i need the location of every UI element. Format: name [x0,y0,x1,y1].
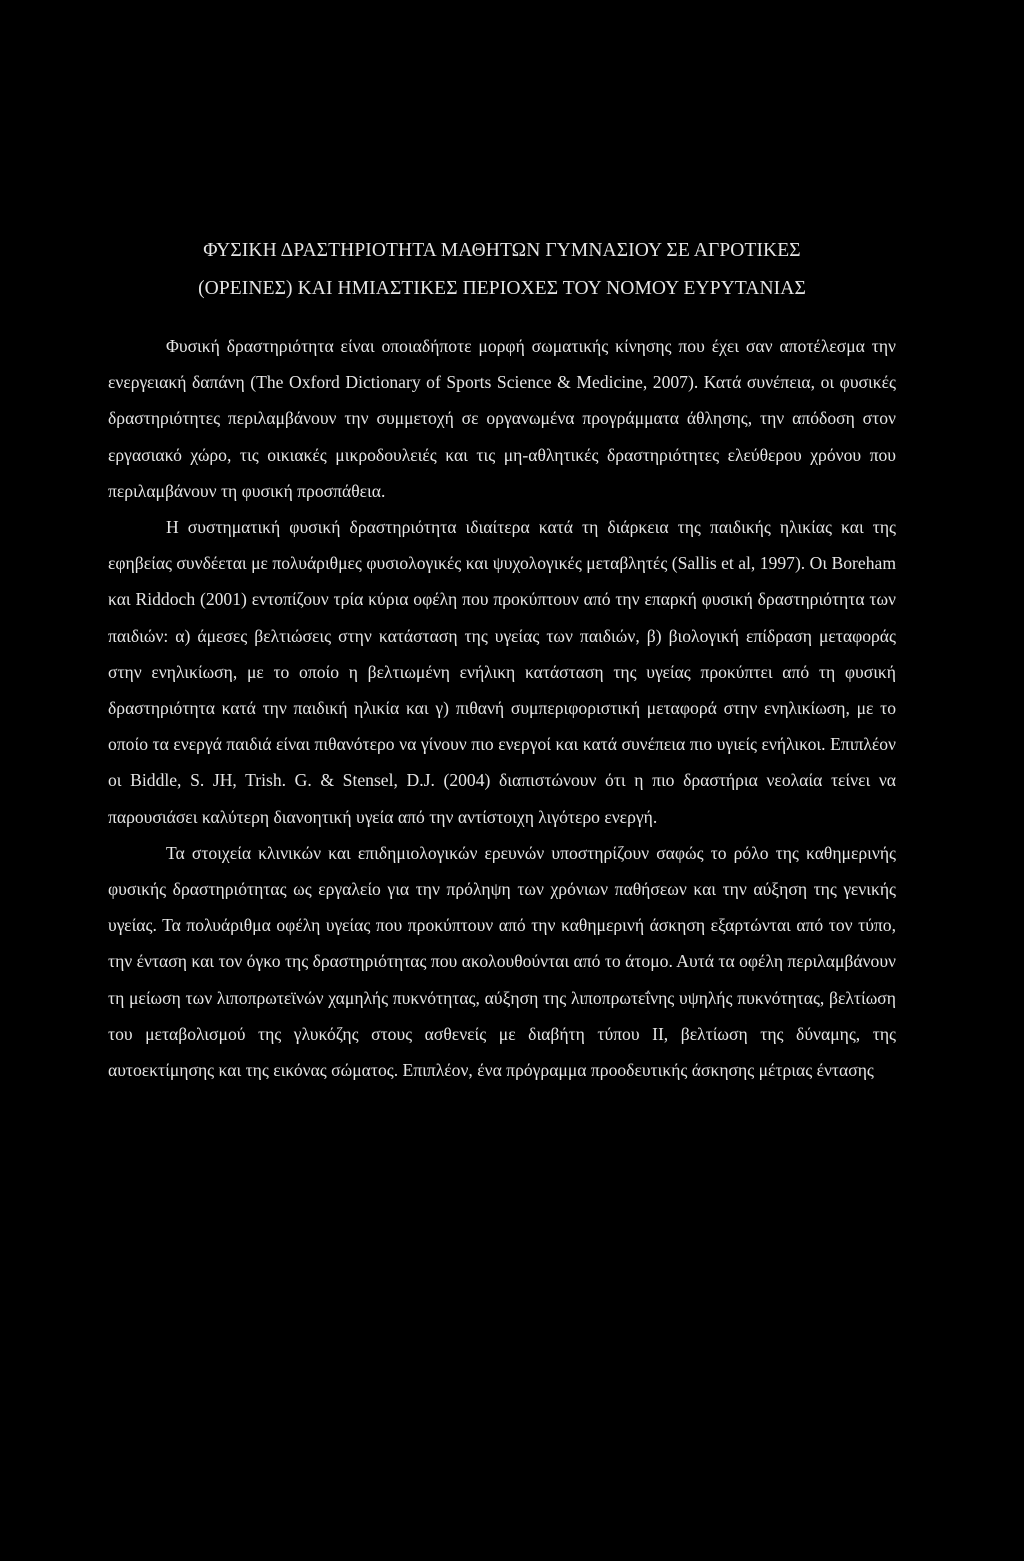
paragraph-1: Φυσική δραστηριότητα είναι οποιαδήποτε μορφή σωματικής κίνησης που έχει σαν αποτέλεσμα την ενεργειακή δαπάνη (The Oxford Dictionary of Sports Science & Medicine, 2007). Κατά συνέπεια, οι φυσικές δραστηριότητες περιλαμβάνουν την συμμετοχή σε οργανωμένα προγράμματα άθλησης, την απόδοση στον εργασιακό χώρο, τις οικιακές μικροδουλειές και τις μη-αθλητικές δραστηριότητες ελεύθερου χρόνου που περιλαμβάνουν τη φυσική προσπάθεια. [108,336,896,501]
paragraph-3: Τα στοιχεία κλινικών και επιδημιολογικών ερευνών υποστηρίζουν σαφώς το ρόλο της καθημερινής φυσικής δραστηριότητας ως εργαλείο για την πρόληψη των χρόνιων παθήσεων και την αύξηση της γενικής υγείας. Τα πολυάριθμα οφέλη υγείας που προκύπτουν από την καθημερινή άσκηση εξαρτώνται από τον τύπο, την ένταση και τον όγκο της δραστηριότητας που ακολουθούνται από το άτομο. Αυτά τα οφέλη περιλαμβάνουν τη μείωση των λιποπρωτεϊνών χαμηλής πυκνότητας, αύξηση της λιποπρωτεΐνης υψηλής πυκνότητας, βελτίωση του μεταβολισμού της γλυκόζης στους ασθενείς με διαβήτη τύπου ΙΙ, βελτίωση της δύναμης, της αυτοεκτίμησης και της εικόνας σώματος. Επιπλέον, ένα πρόγραμμα προοδευτικής άσκησης μέτριας έντασης [108,842,896,1081]
title-line-1: ΦΥΣΙΚΗ ΔΡΑΣΤΗΡΙΟΤΗΤΑ ΜΑΘΗΤΩΝ ΓΥΜΝΑΣΙΟΥ ΣΕ ΑΓΡΟΤΙΚΕΣ [203,240,801,261]
document-title [108,232,896,308]
document-page [108,232,896,1088]
paragraph-2: Η συστηματική φυσική δραστηριότητα ιδιαίτερα κατά τη διάρκεια της παιδικής ηλικίας και της εφηβείας συνδέεται με πολυάριθμες φυσιολογικές και ψυχολογικές μεταβλητές (Sallis et al, 1997). Οι Boreham και Riddoch (2001) εντοπίζουν τρία κύρια οφέλη που προκύπτουν από την επαρκή φυσική δραστηριότητα των παιδιών: α) άμεσες βελτιώσεις στην κατάσταση της υγείας των παιδιών, β) βιολογική επίδραση μεταφοράς στην ενηλικίωση, με το οποίο η βελτιωμένη ενήλικη κατάσταση της υγείας προκύπτει από τη φυσική δραστηριότητα κατά την παιδική ηλικία και γ) πιθανή συμπεριφοριστική μεταφορά στην ενηλικίωση, με το οποίο τα ενεργά παιδιά είναι πιθανότερο να γίνουν πιο ενεργοί και κατά συνέπεια πιο υγιείς ενήλικοι. Επιπλέον οι Biddle, S. JH, Trish. G. & Stensel, D.J. (2004) διαπιστώνουν ότι η πιο δραστήρια νεολαία τείνει να παρουσιάσει καλύτερη διανοητική υγεία από την αντίστοιχη λιγότερο ενεργή. [108,517,896,827]
title-line-2: (ΟΡΕΙΝΕΣ) ΚΑΙ ΗΜΙΑΣΤΙΚΕΣ ΠΕΡΙΟΧΕΣ ΤΟΥ ΝΟΜΟΥ ΕΥΡΥΤΑΝΙΑΣ [198,278,806,299]
